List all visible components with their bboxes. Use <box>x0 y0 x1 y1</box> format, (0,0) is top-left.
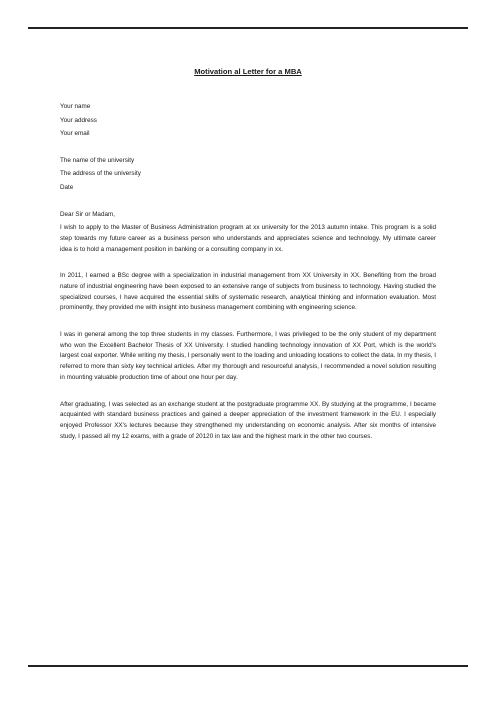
paragraph-intent: I wish to apply to the Master of Business Administration program at xx university for the 2013 autumn intake. This program is a solid step towards my future career as a business person who understands and appreciates science and technology. My ultimate career idea is to hold a management position in banking or a consulting company in xx. <box>60 224 436 253</box>
paragraph-exchange: After graduating, I was selected as an exchange student at the postgraduate programme XX. By studying at the programme, I became acquainted with standard business practices and gained a deeper appreciation of the investment framework in the EU. I especially enjoyed Professor XX's lectures because they strengthened my understanding on economic analysis. After six months of intensive study, I passed all my 12 exams, with a grade of 20120 in tax law and the highest mark in the other two courses. <box>60 400 436 440</box>
paragraph-achievements: I was in general among the top three students in my classes. Furthermore, I was privileged to be the only student of my department who won the Excellent Bachelor Thesis of XX University. I studied handling technology innovation of XX Port, which is the world's largest coal exporter. While writing my thesis, I personally went to the loading and unloading locations to collect the data. In my thesis, I referred to more than sixty key technical articles. After my thorough and resourceful analysis, I recommended a novel solution resulting in mounting valuable production time of about one hour per day. <box>60 331 436 381</box>
bottom-rule <box>28 665 468 667</box>
salutation: Dear Sir or Madam, <box>60 210 115 218</box>
letter-title: Motivation al Letter for a MBA <box>194 67 302 76</box>
letter-body <box>60 102 436 442</box>
top-rule <box>28 27 468 29</box>
recipient-address: The address of the university <box>60 170 141 178</box>
paragraph-education: In 2011, I earned a BSc degree with a specialization in industrial management from XX University in XX. Benefiting from the broad nature of industrial engineering have been exposed to an extensive range of subjects from business to technology. Having studied the specialized courses, I have acquired the essential skills of systematic research, analytical thinking and information evaluation. Most prominently, they provided me with insight into business management combining with engineering science. <box>60 272 436 312</box>
letter-date: Date <box>60 183 74 191</box>
sender-address: Your address <box>60 116 97 124</box>
sender-email: Your email <box>60 130 90 138</box>
sender-name: Your name <box>60 103 91 110</box>
recipient-university: The name of the university <box>60 156 135 164</box>
